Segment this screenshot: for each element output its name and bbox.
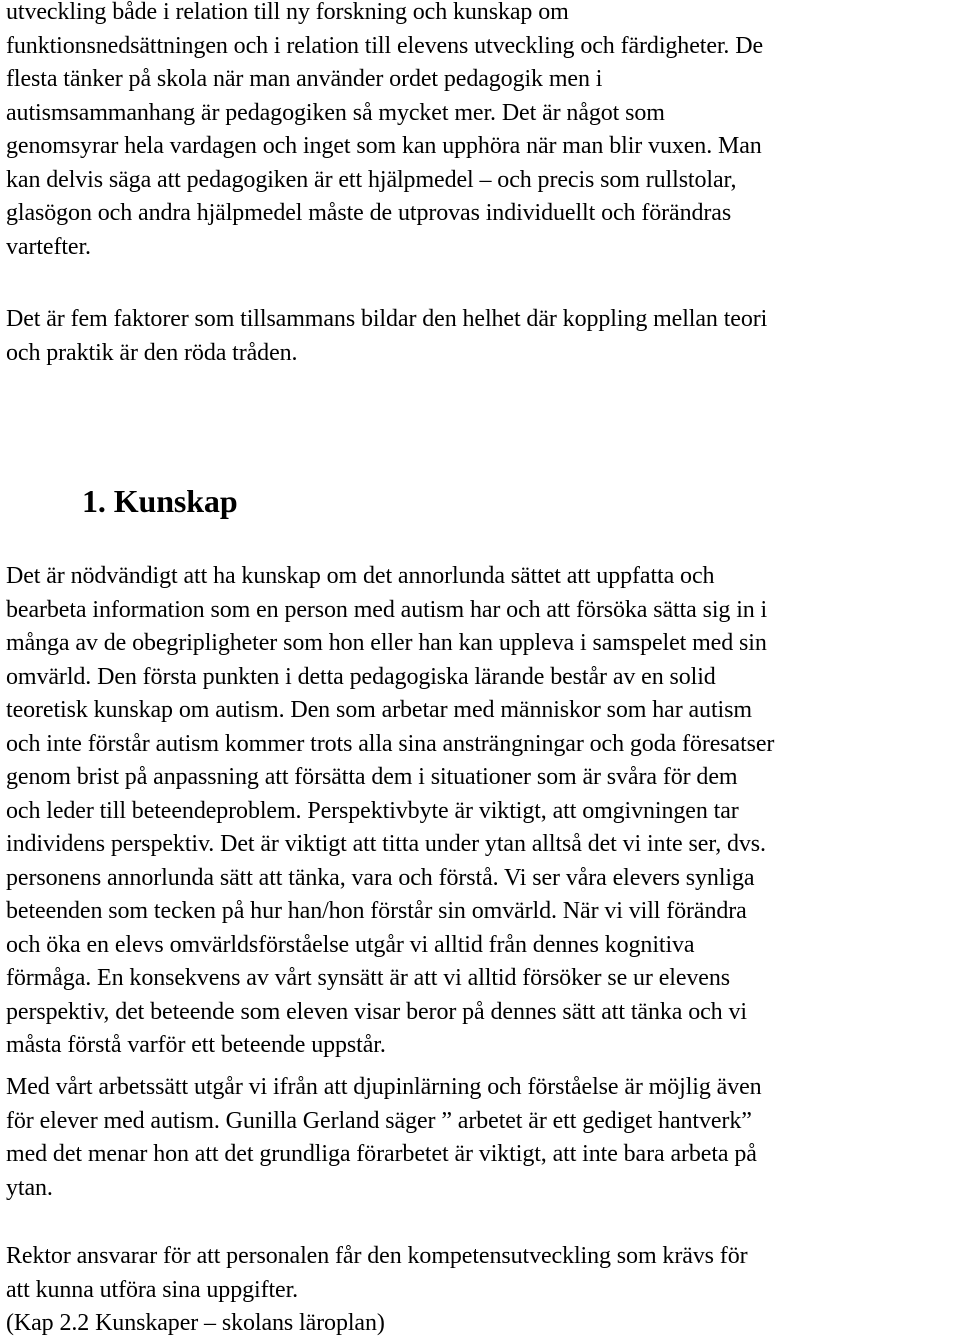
five-factors-paragraph: Det är fem faktorer som tillsammans bildar den helhet där koppling mellan teori och praktik är den röda tråden. bbox=[6, 306, 768, 366]
section-heading: 1. Kunskap bbox=[82, 483, 238, 519]
rektor-paragraph: Rektor ansvarar för att personalen får den kompetensutveckling som krävs för att kunna utföra sina uppgifter. bbox=[6, 1243, 748, 1303]
section-paragraph: Det är nödvändigt att ha kunskap om det annorlunda sättet att uppfatta och bearbeta information som en person med autism har och att försöka sätta sig in i många av de obegripligheter som hon eller han kan uppleva i samspelet med sin omvärld. Den första punkten i detta pedagogiska lärande består av en solid teoretisk kunskap om autism. Den som arbetar med människor som har autism och inte förstår autism kommer trots alla sina ansträngningar och goda föresatser genom brist på anpassning att försätta dem i situationer som är svåra för dem och leder till beteendeproblem. Perspektivbyte är viktigt, att omgivningen tar individens perspektiv. Det är viktigt att titta under ytan alltså det vi inte ser, dvs. personens annorlunda sätt att tänka, vara och förstå. Vi ser våra elevers synliga beteenden som tecken på hur han/hon förstår sin omvärld. När vi vill förändra och öka en elevs omvärldsförståelse utgår vi alltid från dennes kognitiva förmåga. En konsekvens av vårt synsätt är att vi alltid försöker se ur elevens perspektiv, det beteende som eleven visar beror på dennes sätt att tänka och vi måsta förstå varför ett beteende uppstår. bbox=[6, 563, 775, 1058]
section-paragraph-continued: Med vårt arbetssätt utgår vi ifrån att djupinlärning och förståelse är möjlig även för elever med autism. Gunilla Gerland säger ” arbetet är ett gediget hantverk” med det menar hon att det grundliga förarbetet är viktigt, att inte bara arbeta på ytan. bbox=[6, 1074, 762, 1201]
reference-line: (Kap 2.2 Kunskaper – skolans läroplan) bbox=[6, 1310, 385, 1336]
intro-paragraph: utveckling både i relation till ny forskning och kunskap om funktionsnedsättningen och i relation till elevens utveckling och färdigheter. De flesta tänker på skola när man använder ordet pedagogik men i autismsammanhang är pedagogiken så mycket mer. Det är något som genomsyrar hela vardagen och inget som kan upphöra när man blir vuxen. Man kan delvis säga att pedagogiken är ett hjälpmedel – och precis som rullstolar, glasögon och andra hjälpmedel måste de utprovas individuellt och förändras vartefter. bbox=[6, 0, 764, 260]
